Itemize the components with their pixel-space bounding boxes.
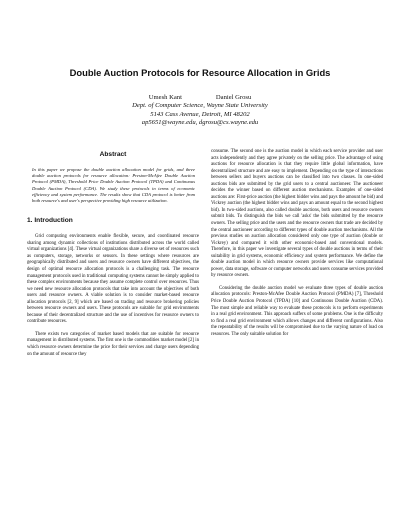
abstract-heading: Abstract bbox=[99, 151, 127, 158]
abstract-text: In this paper we propose the double auction allocation model for grids, and three double auction protocols for resource allocation: Preston-McAfee Double Auction Protocol (PMDA), Threshold Price Double Auction Protocol (TPDA) and Continuous Double Auction Protocol (CDA). We study these protocols in terms of economic efficiency and system performance. The results show that CDA protocol is better from both resource's and user's perspective providing high resource utilization. bbox=[32, 167, 195, 204]
paragraph: consume. The second one is the auction model in which each service provider and user acts independently and they agree privately on the selling price. The advantage of using auctions for resource allocation is that they require little global information, have decentralized structure and are easy to implement. Depending on the type of interactions between sellers and buyers auctions can be classified into two classes. In one-sided auctions bids are submitted by the grid users to a central auctioneer. The auctioneer decides the winner based on different auction mechanisms. Examples of one-sided auctions are: First-price auction (the highest bidder wins and pays the amount he bid) and Vickrey auction (the highest bidder wins and pays an amount equal to the second highest bid). In two-sided auctions, also called double auctions, both users and resource owners submit bids. To distinguish the bids we call 'asks' the bids submitted by the resource owners. The selling price and the users and the resource owners that trade are decided by the central auctioneer according to different types of double auction mechanisms. All the previous studies on auction allocation considered only one type of auction (double or Vickrey) and compared it with other economic-based and conventional models. Therefore, in this paper we investigate several types of double auctions in terms of their suitability in grid systems, economic efficiency and system performance. We define the double auction model in which resource owners provide services like computational power, data storage, software or computer networks and users consume services provided by resource owners. bbox=[211, 149, 383, 279]
right-column bbox=[211, 149, 383, 344]
paragraph: Considering the double auction model we evaluate three types of double auction allocation protocols: Preston-McAfee Double Auction Protocol (PMDA) [7], Threshold Price Double Auction Protocol (TPDA) [10] and Continuous Double Auction (CDA). The most simple and reliable way to evaluate these protocols is to perform experiments in a real grid environment. This approach suffers of some problems. One is the difficulty to find a real grid environment which allows changes and different configurations. Also the repeatability of the results will be compromised due to the varying nature of load on resources. The only suitable solution for bbox=[211, 285, 383, 337]
address: 5143 Cass Avenue, Detroit, MI 48202 bbox=[150, 110, 250, 118]
author-name: Umesh Kant bbox=[148, 94, 182, 101]
author-name: Daniel Grosu bbox=[215, 94, 252, 101]
paper-title: Double Auction Protocols for Resource Allocation in Grids bbox=[69, 67, 331, 78]
author-names bbox=[0, 94, 400, 102]
paragraph: There exists two categories of market based models that are suitable for resource management in distributed systems. The first one is the commodities market model [2] in which resource owners determine the price for their services and charge users depending on the amount of resource they bbox=[27, 331, 199, 357]
section-heading: 1. Introduction bbox=[27, 217, 73, 225]
paragraph: Grid computing environments enable flexible, secure, and coordinated resource sharing among dynamic collections of institutions distributed across the world called virtual organizations [4]. These virtual organizations share a diverse set of resources such as computers, storage, networks or sensors. In these settings where resources are geographically distributed and users and resource owners have different objectives, the design of optimal resource allocation protocols is a challenging task. The resource management protocols used in traditional computing systems cannot be simply applied to these complex environments because they assume complete control over resources. Thus we need new resource allocation protocols that take into account the objectives of both users and resource owners. A viable solution is to consider market-based resource allocation protocols [2, 9] which are based on trading and resource brokering policies between resource owners and users. These protocols are suitable for grid environments because of their decentralized structure and the use of incentives for resource owners to contribute resources. bbox=[27, 234, 199, 325]
left-column bbox=[27, 150, 199, 364]
emails: ap5651@wayne.edu, dgrosu@cs.wayne.edu bbox=[141, 118, 259, 126]
author-block bbox=[0, 94, 400, 127]
affiliation: Dept. of Computer Science, Wayne State University bbox=[132, 102, 268, 110]
